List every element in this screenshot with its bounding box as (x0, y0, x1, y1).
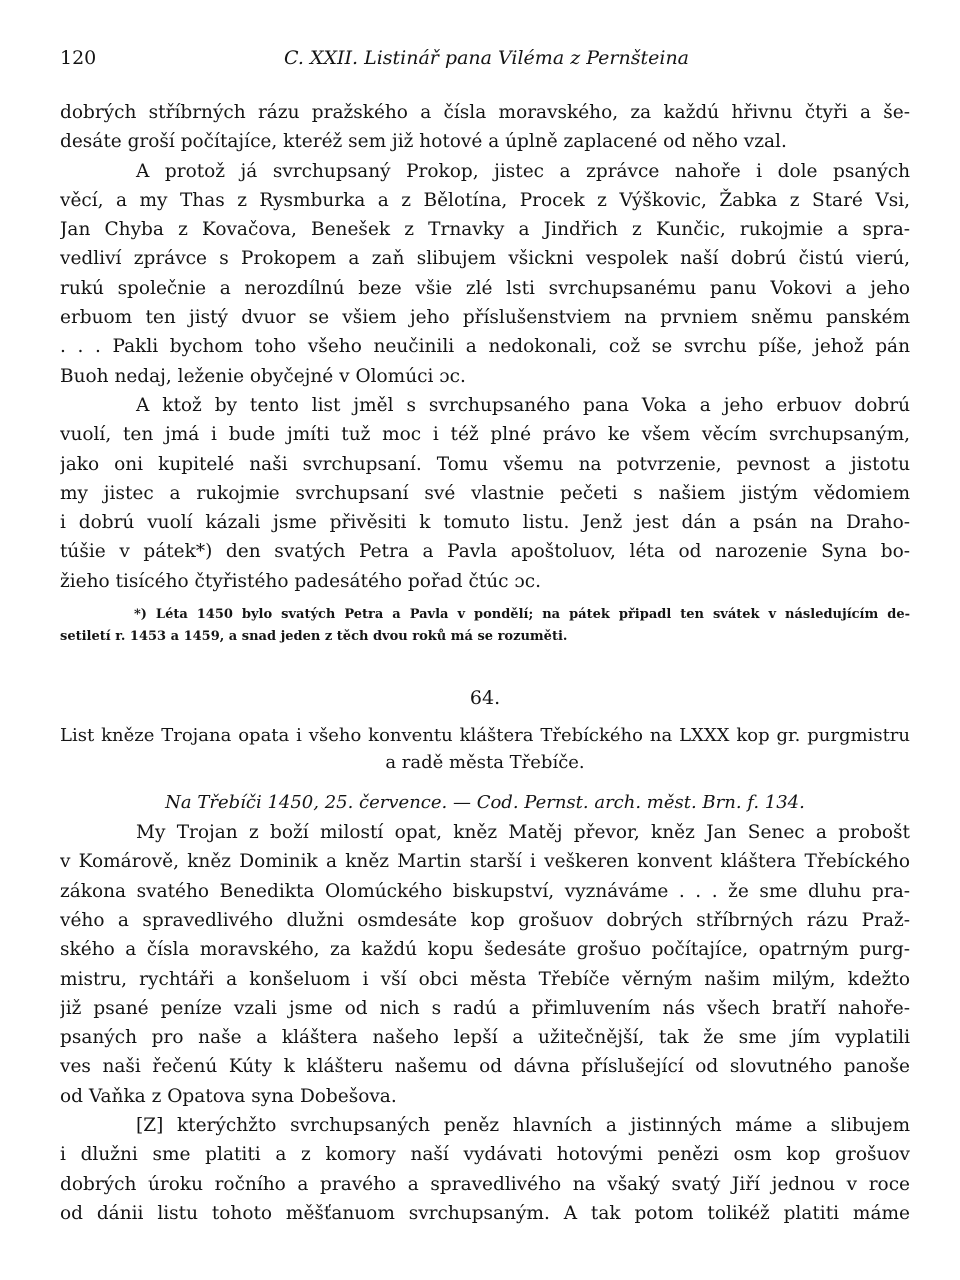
document-heading (60, 722, 910, 776)
text-line: dobrých stříbrných rázu pražského a čísla moravského, za každú hřivnu čtyři a še- (60, 102, 910, 123)
text-line: ského a čísla moravského, za každú kopu šedesáte grošuo počítajíce, opatrným purg- (60, 939, 910, 961)
text-line: vého a spravedlivého dlužni osmdesáte kop grošuov dobrých stříbrných rázu Praž- (60, 909, 910, 931)
text-line: mistru, rychtáři a konšeluom i vší obci města Třebíče věrným našim milým, kdežto (60, 968, 910, 990)
text-line: rukú společnie a nerozdílnú beze všie zlé lsti svrchupsanému panu Vokovi a jeho (60, 277, 910, 299)
document-source: Na Třebíči 1450, 25. července. — Cod. Pernst. arch. měst. Brn. f. 134. (165, 792, 805, 814)
footnote (60, 604, 910, 648)
text-line: od Vaňka z Opatova syna Dobešova. (60, 1085, 397, 1107)
document-body (60, 818, 910, 1228)
text-line: . . . Pakli bychom toho všeho neučinili a nedokonali, což se svrchu píše, jehož pán (60, 336, 910, 358)
text-line: A ktož by tento list jměl s svrchupsaného pana Voka a jeho erbuov dobrú (136, 394, 910, 416)
text-block (60, 98, 910, 1228)
text-line: vuolí, ten jmá i bude jmíti tuž moc i též plné právo ke všem věcím svrchupsaným, (60, 424, 910, 446)
text-line: od dánii listu tohoto měšťanuom svrchupsaným. A tak potom tolikéž platiti máme (60, 1202, 910, 1224)
running-title: C. XXII. Listinář pana Viléma z Pernšteina (284, 47, 690, 69)
text-line: i dobrú vuolí kázali jsme přivěsiti k tomuto listu. Jenž jest dán a psán na Draho- (60, 512, 910, 534)
text-line: i dlužni sme platiti a z komory naší vydávati hotovými penězi osm kop grošuov (60, 1144, 910, 1166)
document-number: 64. (469, 687, 501, 710)
text-line: zákona svatého Benedikta Olomúckého biskupství, vyznáváme . . . že sme dluhu pra- (60, 880, 910, 902)
text-line: v Komárově, kněz Dominik a kněz Martin starší i veškeren konvent kláštera Třebíckého (60, 851, 910, 873)
text-line: věcí, a my Thas z Rysmburka a z Bělotína, Procek z Výškovic, Žabka z Staré Vsi, (60, 189, 910, 211)
text-line: Buoh nedaj, leženie obyčejné v Olomúci ɔc. (60, 365, 466, 387)
text-line: dobrých úroku ročního a pravého a spravedlivého na všaký svatý Jiří jednou v roce (60, 1173, 910, 1195)
footnote-line: *) Léta 1450 bylo svatých Petra a Pavla v pondělí; na pátek připadl ten svátek v následujícím de- (134, 607, 910, 623)
text-line: My Trojan z boží milostí opat, kněz Matěj převor, kněz Jan Senec a probošt (136, 822, 910, 844)
text-line: již psané peníze vzali jsme od nich s radú a přimluvením nás všech bratří nahoře- (60, 997, 910, 1019)
heading-line: List kněze Trojana opata i všeho konventu kláštera Třebíckého na LXXX kop gr. purgmistru (60, 725, 910, 747)
text-line: desáte groší počítajíce, kteréž sem již hotové a úplně zaplacené od něho vzal. (60, 131, 787, 153)
text-line: jako oni kupitelé naši svrchupsaní. Tomu všemu na potvrzenie, pevnost a jistotu (60, 453, 910, 475)
text-line: erbuom ten jistý dvuor se všiem jeho příslušenstviem na prvniem sněmu panském (60, 307, 910, 329)
text-line: žieho tisícého čtyřistého padesátého pořad čtúc ɔc. (60, 570, 541, 592)
page-number: 120 (60, 47, 97, 69)
text-line: Jan Chyba z Kovačova, Benešek z Trnavky a Jindřich z Kunčic, rukojmie a spra- (60, 219, 910, 241)
text-line: vedliví zprávce s Prokopem a zaň slibujem všickni vespolek naší dobrú čistú vierú, (60, 248, 910, 270)
text-line: psaných pro naše a kláštera našeho lepší a užitečnější, tak že sme jím vyplatili (60, 1027, 910, 1049)
text-line: [Z] kterýchžto svrchupsaných peněz hlavních a jistinných máme a slibujem (136, 1115, 910, 1137)
heading-line: a radě města Třebíče. (385, 752, 585, 774)
text-line: túšie v pátek*) den svatých Petra a Pavla apoštoluov, léta od narozenie Syna bo- (60, 541, 910, 563)
text-line: A protož já svrchupsaný Prokop, jistec a zprávce nahoře i dole psaných (136, 160, 910, 182)
running-head (60, 47, 910, 77)
continuation-text (60, 98, 910, 596)
footnote-line: setiletí r. 1453 a 1459, a snad jeden z těch dvou roků má se rozuměti. (60, 629, 568, 645)
text-line: my jistec a rukojmie svrchupsaní své vlastnie pečeti s našiem jistým vědomiem (60, 482, 910, 504)
text-line: ves naši řečenú Kúty k klášteru našemu od dávna příslušející od slovutného panoše (60, 1056, 910, 1078)
